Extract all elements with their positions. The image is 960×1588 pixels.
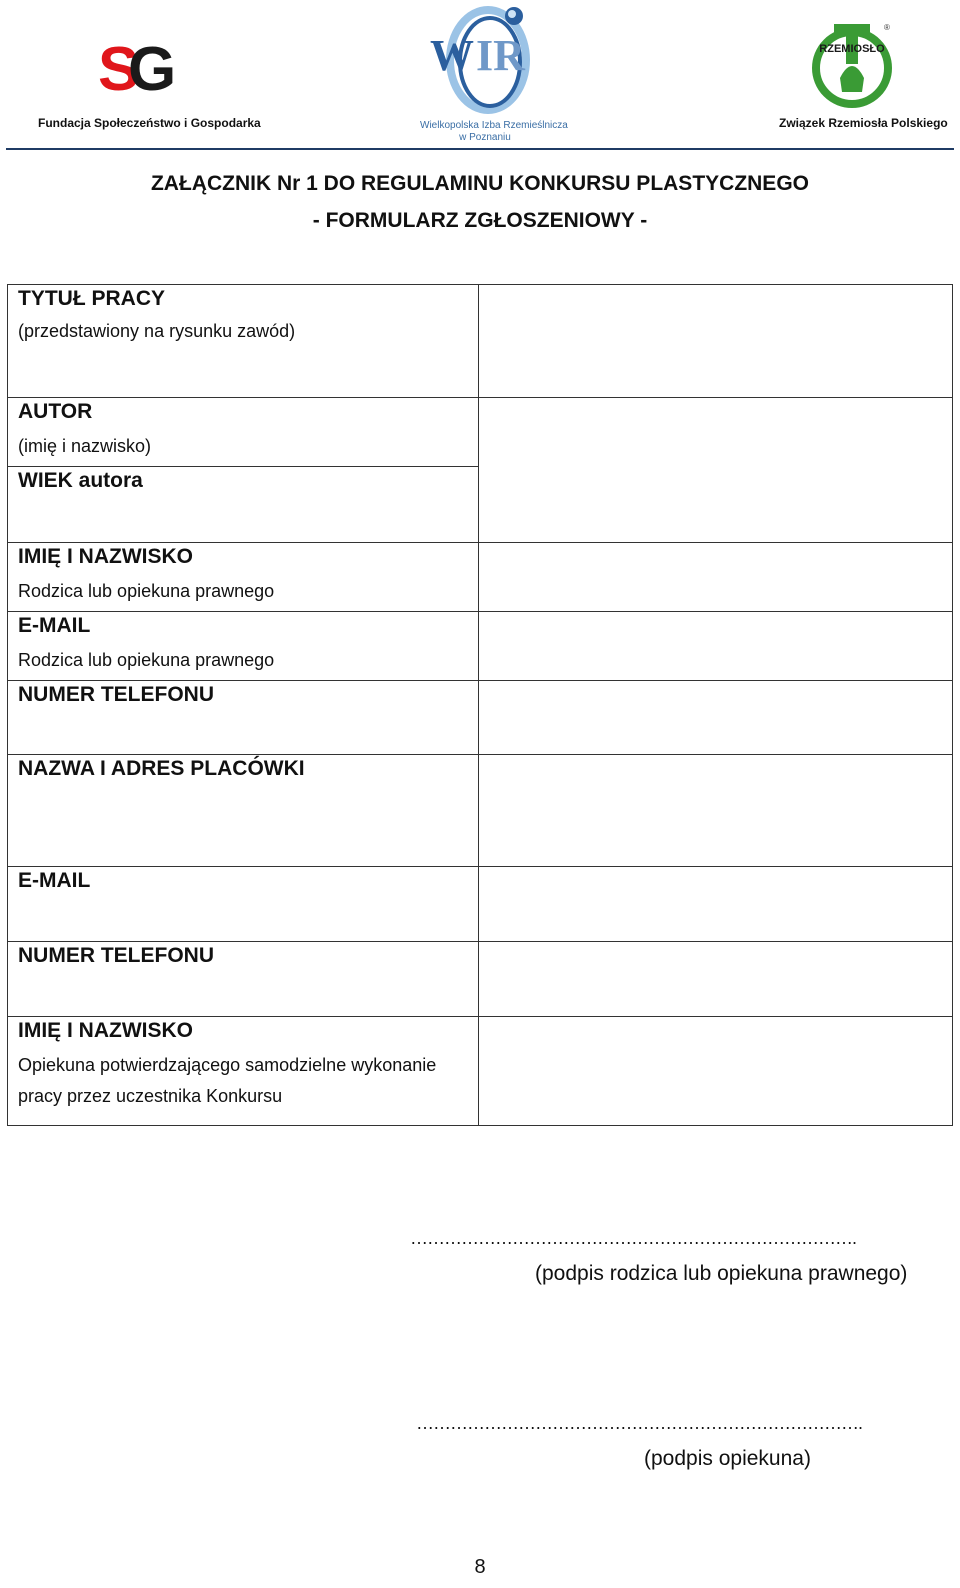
input-title[interactable] [479,285,952,397]
label-cell-institution [8,755,479,866]
row-parent [8,542,952,754]
svg-text:®: ® [884,23,890,32]
input-institution-phone[interactable] [479,942,952,1016]
label-parent-name: IMIĘ I NAZWISKO [18,545,193,568]
svg-text:S: S [98,35,132,104]
label-parent-email: E-MAIL [18,614,91,637]
input-author-age[interactable] [479,398,952,542]
label-author-sub: (imię i nazwisko) [18,436,152,456]
signature-line-supervisor: ……………………………………………………………………. [416,1413,863,1433]
label-supervisor-sub2: pracy przez uczestnika Konkursu [18,1086,283,1106]
application-form [7,284,953,1126]
divider [8,611,478,612]
label-parent-email-sub: Rodzica lub opiekuna prawnego [18,650,275,670]
input-parent-name[interactable] [479,543,952,612]
wir-caption-line1: Wielkopolska Izba Rzemieślnicza [420,120,568,131]
row-title [8,285,952,397]
row-author [8,397,952,542]
input-parent-phone[interactable] [479,681,952,754]
input-institution[interactable] [479,755,952,866]
document-subtitle: - FORMULARZ ZGŁOSZENIOWY - [312,209,648,232]
input-supervisor[interactable] [479,1017,952,1125]
svg-text:IR: IR [476,31,525,80]
divider [8,466,478,467]
label-author: AUTOR [18,400,93,423]
svg-text:G: G [128,35,177,104]
row-institution-email [8,866,952,941]
wir-logo [428,4,540,114]
label-cell-title [8,285,479,397]
signature-label-supervisor: (podpis opiekuna) [644,1447,811,1470]
row-supervisor [8,1016,952,1125]
sg-caption: Fundacja Społeczeństwo i Gospodarka [38,116,261,130]
rzemioslo-logo [812,18,892,108]
label-title: TYTUŁ PRACY [18,287,165,310]
rzemioslo-caption: Związek Rzemiosła Polskiego [779,116,948,130]
label-institution: NAZWA I ADRES PLACÓWKI [18,757,305,780]
label-cell-institution-email [8,867,479,941]
label-cell-institution-phone [8,942,479,1016]
svg-text:RZEMIOSŁO: RZEMIOSŁO [819,43,885,55]
label-parent-name-sub: Rodzica lub opiekuna prawnego [18,581,275,601]
svg-text:W: W [430,31,474,80]
label-institution-email: E-MAIL [18,869,91,892]
signature-label-parent: (podpis rodzica lub opiekuna prawnego) [535,1262,908,1285]
signature-line-parent: ……………………………………………………………………. [410,1228,857,1248]
label-parent-phone: NUMER TELEFONU [18,683,214,706]
document-title: ZAŁĄCZNIK Nr 1 DO REGULAMINU KONKURSU PLASTYCZNEGO [150,172,809,195]
label-age: WIEK autora [18,469,143,492]
wir-caption-line2: w Poznaniu [459,132,511,143]
label-cell-supervisor [8,1017,479,1125]
label-cell-parent [8,543,479,754]
label-supervisor-name: IMIĘ I NAZWISKO [18,1019,193,1042]
input-institution-email[interactable] [479,867,952,941]
row-institution-phone [8,941,952,1016]
row-institution [8,754,952,866]
label-title-sub: (przedstawiony na rysunku zawód) [18,321,296,341]
sg-logo [98,34,177,104]
label-cell-author [8,398,479,542]
input-parent-email[interactable] [479,612,952,681]
label-supervisor-sub1: Opiekuna potwierdzającego samodzielne wykonanie [18,1055,437,1075]
header-rule [6,148,954,150]
label-institution-phone: NUMER TELEFONU [18,944,214,967]
page-number: 8 [474,1556,486,1578]
divider [8,680,478,681]
wir-caption [420,120,568,144]
